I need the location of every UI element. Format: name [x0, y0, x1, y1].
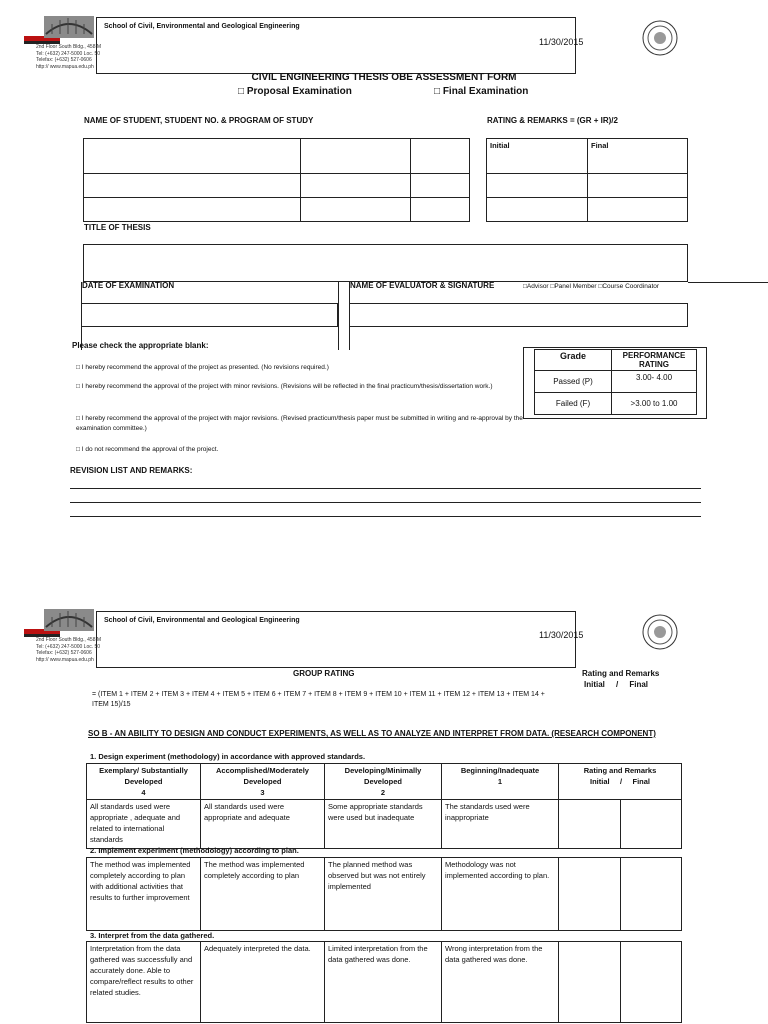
rubric-cell: Limited interpretation from the data gathered was done. [325, 942, 442, 1023]
col-score: 2 [380, 788, 386, 797]
form-title: CIVIL ENGINEERING THESIS OBE ASSESSMENT FORM [251, 72, 517, 83]
col-beginning [442, 764, 559, 800]
address-line: http:// www.mapua.edu.ph [36, 63, 94, 70]
address-line: Telefax: (+632) 527-0606 [36, 650, 92, 656]
performance-header: PERFORMANCE RATING [612, 350, 697, 371]
group-formula: = (ITEM 1 + ITEM 2 + ITEM 3 + ITEM 4 + ITEM 5 + ITEM 6 + ITEM 7 + ITEM 8 + ITEM 9 + ITEM 10 + ITEM 11 + ITEM 12 + ITEM 13 + ITEM 14 + ITEM 15)/15 [92, 691, 545, 708]
approval-option-1[interactable]: □ I hereby recommend the approval of the project as presented. (No revisions required.) [76, 364, 329, 371]
col-label: Beginning/Inadequate [460, 766, 540, 775]
final-cell[interactable] [588, 174, 688, 198]
address-line: Telefax: (+632) 527-0606 [36, 57, 92, 63]
evaluator-label: NAME OF EVALUATOR & SIGNATURE [350, 281, 495, 290]
address-line: Tel: (+632) 247-5000 Loc. 50 [36, 50, 101, 57]
student-no-cell[interactable] [301, 139, 411, 174]
student-table [83, 138, 470, 222]
grade-passed: Passed (P) [535, 371, 612, 393]
initial-header: Initial [487, 139, 588, 174]
rating-failed: >3.00 to 1.00 [612, 393, 697, 415]
program-cell[interactable] [411, 198, 470, 222]
revision-line[interactable] [70, 488, 701, 489]
final-rating-cell[interactable] [621, 942, 682, 1022]
school-name: School of Civil, Environmental and Geological Engineering [104, 23, 300, 30]
col-exemplary [87, 764, 201, 800]
student-no-cell[interactable] [301, 174, 411, 198]
revision-line[interactable] [70, 516, 701, 517]
approval-option-2[interactable]: □ I hereby recommend the approval of the project with minor revisions. (Revisions will be reflected in the final practicum/thesis/dissertation work.) [76, 383, 493, 390]
col-label: Accomplished/Moderately Developed [216, 766, 309, 786]
seal-icon [642, 20, 678, 56]
header-date: 11/30/2015 [539, 630, 584, 640]
final-rating-cell[interactable] [621, 800, 682, 848]
revision-line[interactable] [70, 502, 701, 503]
initial-final-label: Initial / Final [584, 680, 649, 689]
rubric-cell: All standards used were appropriate and adequate [201, 800, 325, 849]
rubric-cell: Interpretation from the data gathered was successfully and accurately done. Able to compare/reflect results to other related studies. [87, 942, 201, 1023]
address-line: http:// www.mapua.edu.ph [36, 656, 94, 663]
col-developing [325, 764, 442, 800]
initial-cell[interactable] [487, 174, 588, 198]
rubric-table-3 [86, 941, 682, 1023]
divider-line [688, 282, 768, 283]
divider-line [338, 282, 339, 350]
address-line: 2nd Floor South Bldg., 458 M [36, 44, 102, 50]
divider-line [349, 282, 350, 350]
col-score: 1 [497, 777, 503, 786]
date-exam-label: DATE OF EXAMINATION [82, 281, 175, 290]
col-label: Developing/Minimally Developed [344, 766, 422, 786]
col-accomplished [201, 764, 325, 800]
rubric-cell: The method was implemented completely according to plan with additional activities that results to further improvement [87, 858, 201, 931]
initial-cell[interactable] [487, 198, 588, 222]
initial-rating-cell[interactable] [559, 800, 621, 848]
rubric-cell: The standards used were inappropriate [442, 800, 559, 849]
group-rating-label: GROUP RATING [293, 669, 355, 678]
col-label: Rating and Remarks [583, 766, 657, 775]
program-cell[interactable] [411, 139, 470, 174]
grade-failed: Failed (F) [535, 393, 612, 415]
rubric-cell: Methodology was not implemented according to plan. [442, 858, 559, 931]
seal-icon [642, 614, 678, 650]
col-score: 4 [141, 788, 146, 797]
final-cell[interactable] [588, 198, 688, 222]
student-name-cell[interactable] [84, 174, 301, 198]
program-cell[interactable] [411, 174, 470, 198]
student-name-label: NAME OF STUDENT, STUDENT NO. & PROGRAM OF STUDY [84, 116, 314, 125]
student-name-cell[interactable] [84, 139, 301, 174]
school-address [36, 637, 101, 663]
so-heading: SO B - AN ABILITY TO DESIGN AND CONDUCT EXPERIMENTS, AS WELL AS TO ANALYZE AND INTERPRET FROM DATA. (RESEARCH COMPONENT) [88, 729, 656, 738]
rubric-table-1 [86, 763, 682, 849]
rubric-cell: The method was implemented completely according to plan [201, 858, 325, 931]
rating-remarks-label: Rating and Remarks [582, 669, 660, 678]
col-rating [559, 764, 682, 800]
rubric-cell: Adequately interpreted the data. [201, 942, 325, 1023]
approval-option-4[interactable]: □ I do not recommend the approval of the project. [76, 446, 219, 453]
item-1-heading: 1. Design experiment (methodology) in accordance with approved standards. [90, 752, 366, 761]
final-rating-cell[interactable] [621, 858, 682, 930]
thesis-title-box[interactable] [83, 244, 688, 282]
final-header: Final [588, 139, 688, 174]
header-date: 11/30/2015 [539, 37, 584, 47]
address-line: 2nd Floor South Bldg., 458 M [36, 637, 102, 643]
initial-rating-cell[interactable] [559, 858, 621, 930]
col-score: Initial / Final [589, 777, 650, 786]
check-label: Please check the appropriate blank: [72, 341, 209, 350]
rating-cell[interactable] [559, 858, 682, 931]
rubric-table-2 [86, 857, 682, 931]
rubric-cell: Some appropriate standards were used but inadequate [325, 800, 442, 849]
rating-table [486, 138, 688, 222]
rubric-cell: All standards used were appropriate , adequate and related to international standards [87, 800, 201, 849]
address-line: Tel: (+632) 247-5000 Loc. 50 [36, 643, 101, 650]
rubric-cell: The planned method was observed but was not entirely implemented [325, 858, 442, 931]
final-checkbox[interactable]: □ Final Examination [434, 86, 529, 97]
grade-table [534, 349, 697, 415]
school-address [36, 44, 101, 70]
approval-option-3[interactable]: □ I hereby recommend the approval of the project with major revisions. (Revised practicum/thesis paper must be submitted in writing and re-approval by the examination committee.) [76, 415, 523, 432]
rating-cell[interactable] [559, 800, 682, 849]
evaluator-box[interactable] [349, 303, 688, 327]
student-name-cell[interactable] [84, 198, 301, 222]
date-exam-box[interactable] [81, 303, 338, 327]
thesis-title-label: TITLE OF THESIS [84, 223, 151, 232]
col-label: Exemplary/ Substantially Developed [99, 766, 188, 786]
rubric-cell: Wrong interpretation from the data gathered was done. [442, 942, 559, 1023]
evaluator-role-options[interactable]: □Advisor □Panel Member □Course Coordinator [523, 283, 660, 290]
student-no-cell[interactable] [301, 198, 411, 222]
rating-cell[interactable] [559, 942, 682, 1023]
rating-passed: 3.00- 4.00 [612, 371, 697, 393]
col-score: 3 [260, 788, 265, 797]
divider-line [81, 282, 82, 350]
item-3-heading: 3. Interpret from the data gathered. [90, 931, 215, 940]
rating-formula-label: RATING & REMARKS = (GR + IR)/2 [487, 116, 618, 125]
revision-label: REVISION LIST AND REMARKS: [70, 466, 193, 475]
item-2-heading: 2. Implement experiment (methodology) according to plan. [90, 846, 299, 855]
proposal-checkbox[interactable]: □ Proposal Examination [238, 86, 352, 97]
school-name: School of Civil, Environmental and Geological Engineering [104, 617, 300, 624]
grade-header: Grade [535, 350, 612, 371]
initial-rating-cell[interactable] [559, 942, 621, 1022]
